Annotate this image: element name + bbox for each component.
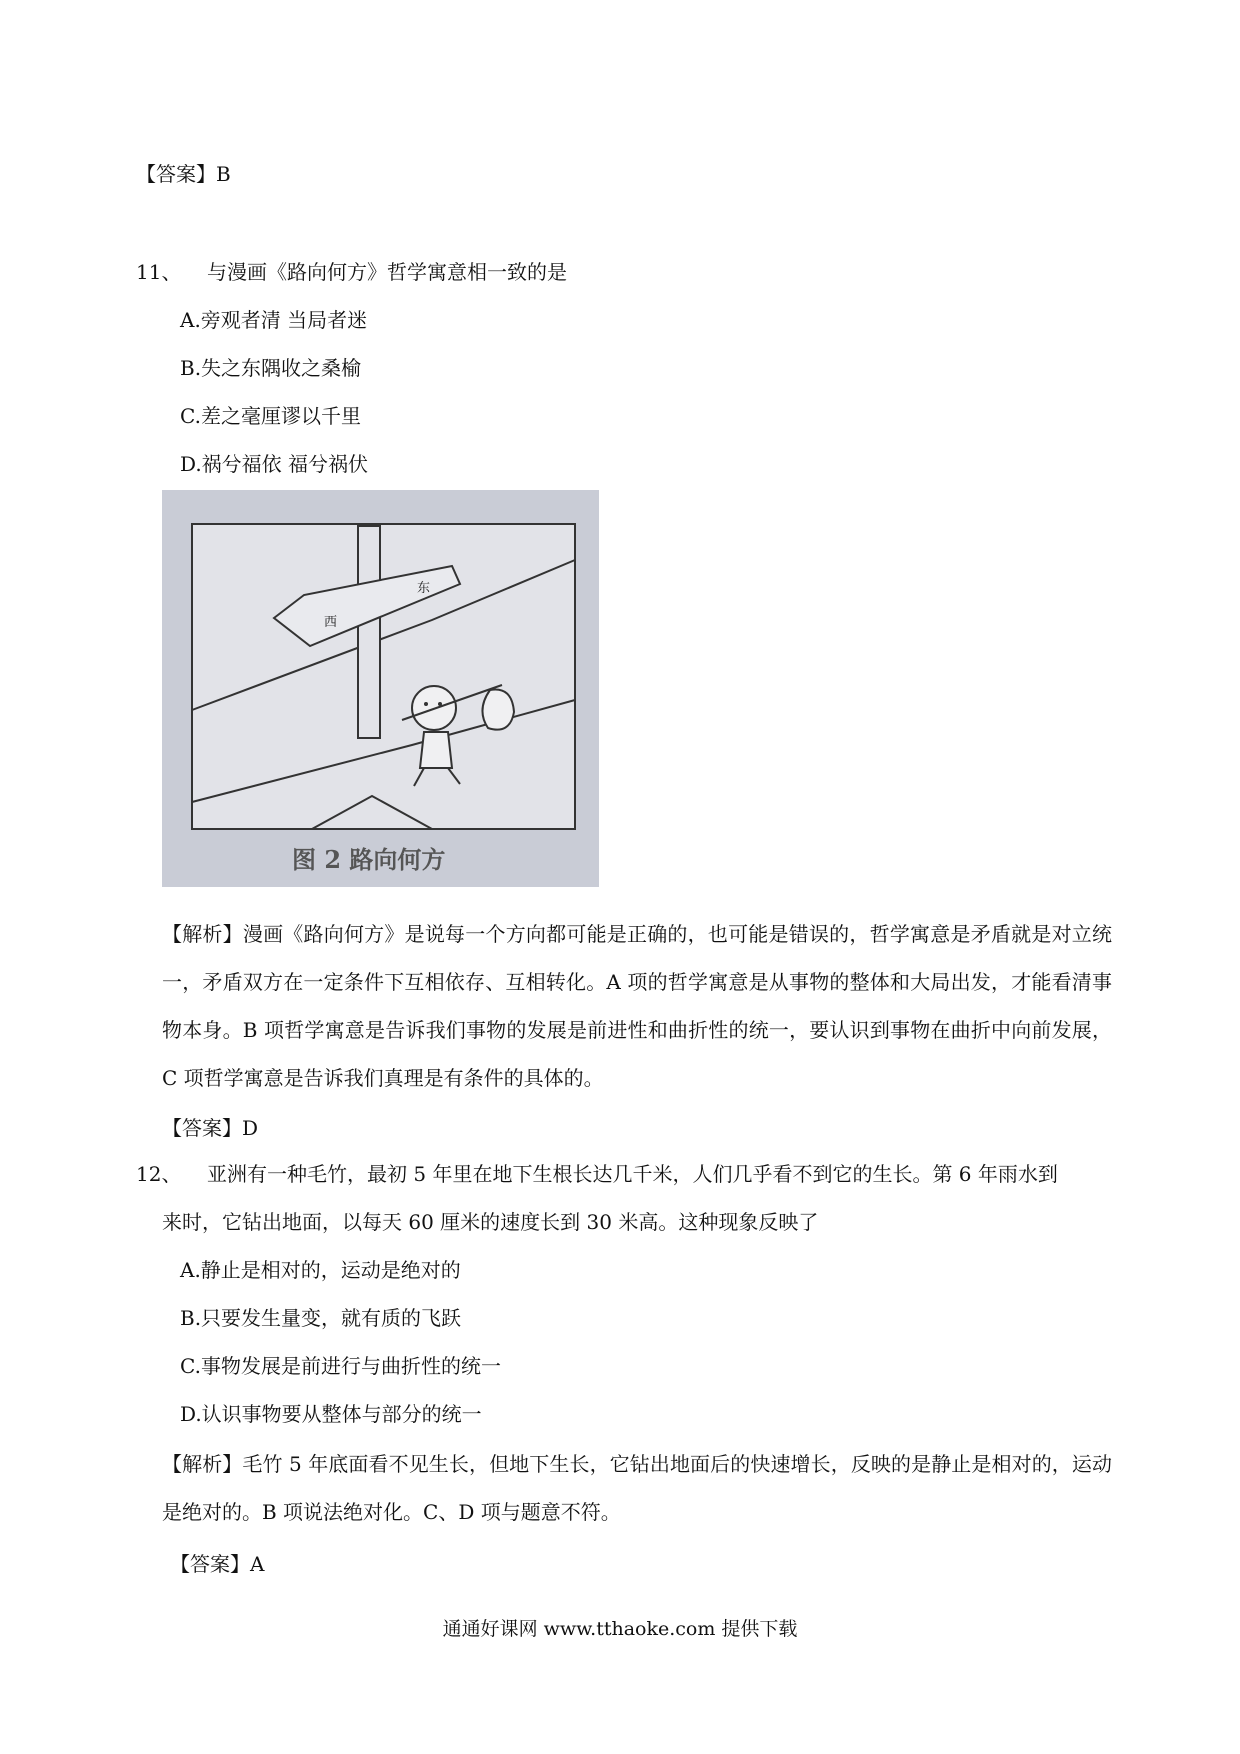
q12-option-c: C.事物发展是前进行与曲折性的统一 — [180, 1354, 501, 1378]
q11-number: 11、 — [136, 260, 182, 284]
prev-answer: 【答案】B — [136, 162, 231, 186]
q12-option-a: A.静止是相对的，运动是绝对的 — [180, 1258, 461, 1282]
page-footer: 通通好课网 www.tthaoke.com 提供下载 — [442, 1618, 798, 1640]
q12-option-d: D.认识事物要从整体与部分的统一 — [180, 1402, 482, 1426]
q11-analysis: 【解析】漫画《路向何方》是说每一个方向都可能是正确的，也可能是错误的，哲学寓意是矛盾就是对立统一，矛盾双方在一定条件下互相依存、互相转化。A 项的哲学寓意是从事物的整体和大局出发，才能看清事物本身。B 项哲学寓意是告诉我们事物的发展是前进性和曲折性的统一，要认识到事物在曲折中向前发展，C 项哲学寓意是告诉我们真理是有条件的具体的。 — [162, 922, 1112, 1090]
q12-analysis: 【解析】毛竹 5 年底面看不见生长，但地下生长，它钻出地面后的快速增长，反映的是静止是相对的，运动是绝对的。B 项说法绝对化。C、D 项与题意不符。 — [162, 1452, 1112, 1524]
q11-option-d: D.祸兮福依 福兮祸伏 — [180, 452, 369, 476]
figure-caption: 图 2 路向何方 — [292, 845, 446, 874]
q12-answer: 【答案】A — [170, 1552, 265, 1576]
q12-stem-line2: 来时，它钻出地面，以每天 60 厘米的速度长到 30 米高。这种现象反映了 — [162, 1210, 819, 1234]
q11-stem: 与漫画《路向何方》哲学寓意相一致的是 — [207, 260, 567, 284]
sign-west: 西 — [324, 615, 338, 630]
sign-east: 东 — [417, 581, 431, 596]
q12-number: 12、 — [136, 1162, 182, 1186]
q12-option-b: B.只要发生量变，就有质的飞跃 — [180, 1306, 462, 1330]
q11-option-b: B.失之东隅收之桑榆 — [180, 356, 362, 380]
cartoon-figure — [162, 490, 599, 887]
q11-option-c: C.差之毫厘谬以千里 — [180, 404, 361, 428]
q11-answer: 【答案】D — [162, 1116, 259, 1140]
q11-option-a: A.旁观者清 当局者迷 — [180, 308, 368, 332]
q12-stem-line1: 亚洲有一种毛竹，最初 5 年里在地下生根长达几千米，人们几乎看不到它的生长。第 6 年雨水到 — [207, 1162, 1058, 1186]
